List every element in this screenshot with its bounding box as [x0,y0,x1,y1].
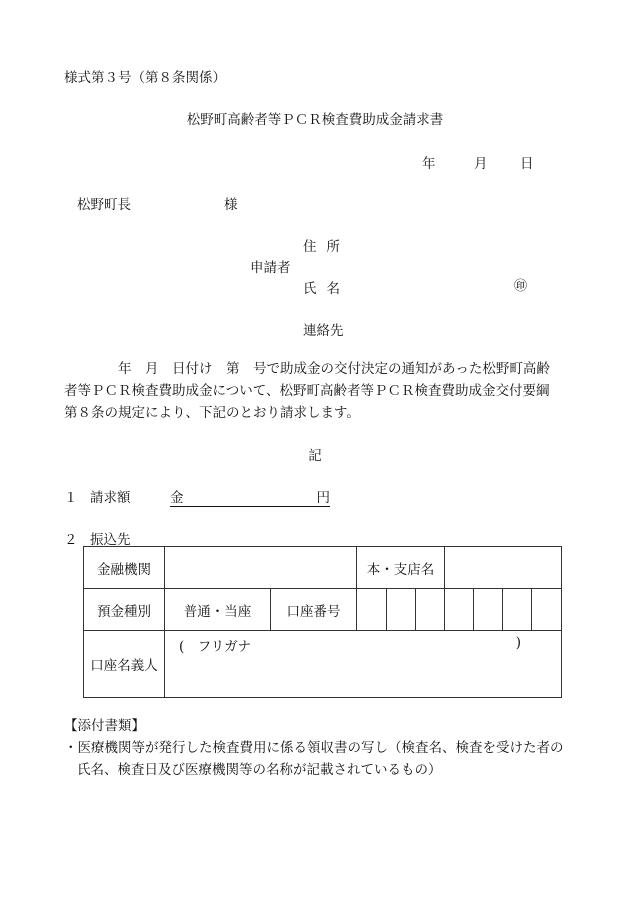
account-digit-cell[interactable] [532,589,562,631]
furigana-line [165,635,561,655]
ki-heading: 記 [308,448,322,464]
name-label: 氏名 [303,281,350,297]
account-digit-cell[interactable] [416,589,445,631]
contact-label: 連絡先 [303,323,344,339]
account-digit-cell[interactable] [387,589,416,631]
request-paragraph [64,358,560,424]
institution-label: 金融機関 [84,547,165,589]
date-line [422,152,534,172]
amount-prefix: 金 [170,490,184,506]
item1-number: １ [64,490,78,506]
account-digit-cell[interactable] [474,589,503,631]
account-type-options[interactable]: 普通・当座 [165,589,271,631]
address-label: 住所 [303,239,350,255]
item2-label: 振込先 [90,532,131,548]
account-digit-cell[interactable] [445,589,474,631]
applicant-label: 申請者 [250,260,291,276]
date-year-label: 年 [422,156,436,172]
bank-account-table [83,546,562,698]
amount-suffix: 円 [316,490,330,506]
holder-label: 口座名義人 [84,631,165,698]
furigana-open: ( フリガナ [179,639,252,655]
institution-field[interactable] [165,547,357,589]
branch-label: 本・支店名 [357,547,445,589]
date-day-label: 日 [520,156,534,172]
attachment-item: ・医療機関等が発行した検査費用に係る領収書の写し（検査名、検査を受けた者の氏名、検査日及び医療機関等の名称が記載されているもの） [64,740,564,778]
addressee-honorific: 様 [224,197,238,213]
attachments-heading: 【添付書類】 [64,718,145,734]
request-paragraph-text: 年 月 日付け 第 号で助成金の交付決定の通知があった松野町高齢者等ＰＣＲ検査費助成金について、松野町高齢者等ＰＣＲ検査費助成金交付要綱第８条の規定により、下記のとおり請求します。 [64,361,550,421]
attachments-list [64,737,564,781]
addressee-mayor: 松野町長 [77,197,131,213]
form-number: 様式第３号（第８条関係） [64,70,226,86]
item2-number: ２ [64,532,78,548]
item1-label: 請求額 [90,490,131,506]
seal-mark: ㊞ [514,279,528,294]
account-digit-cell[interactable] [503,589,532,631]
claim-amount-field[interactable] [170,486,330,507]
date-month-label: 月 [474,156,488,172]
account-digit-cell[interactable] [357,589,387,631]
account-number-label: 口座番号 [271,589,357,631]
account-type-label: 預金種別 [84,589,165,631]
furigana-close: ) [515,635,522,651]
branch-field[interactable] [445,547,562,589]
holder-field[interactable] [165,631,562,698]
document-title: 松野町高齢者等ＰＣＲ検査費助成金請求書 [186,112,444,128]
